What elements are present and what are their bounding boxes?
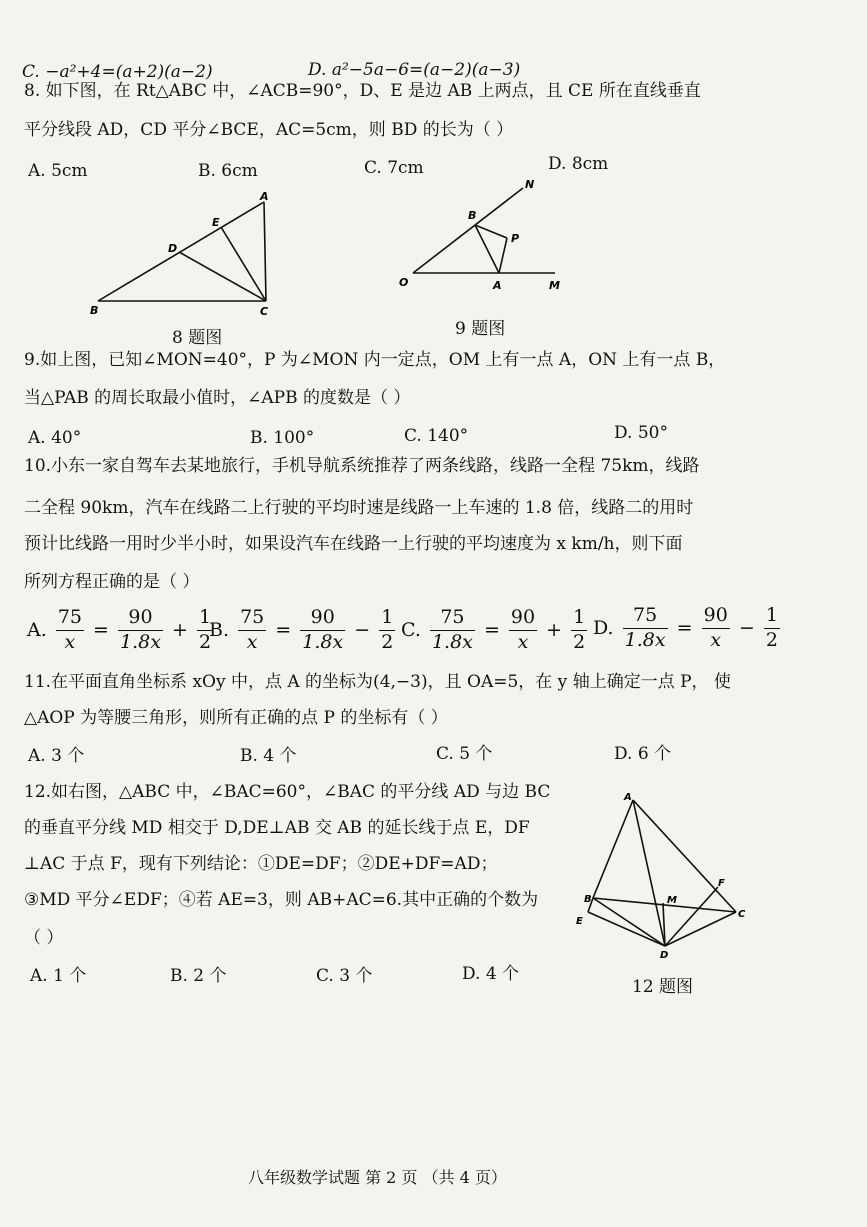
q11-option-d: D. 6 个 [614, 744, 672, 764]
q12-option-b: B. 2 个 [170, 966, 227, 986]
fig9-label-b: B [468, 209, 477, 222]
fig12-segment-ed [588, 912, 665, 946]
q11-option-c: C. 5 个 [436, 744, 493, 764]
fig8-label-b: B [90, 304, 99, 317]
q10-b-half-denominator: 2 [381, 630, 394, 653]
fig12-label-a: A [624, 792, 632, 803]
fig12-segment-ad [633, 800, 665, 946]
q10-c-left-numerator: 75 [430, 606, 475, 631]
fig12-segment-bc [593, 898, 736, 912]
figure-8 [88, 188, 288, 318]
q10-c-operator: + [546, 619, 563, 642]
q8-option-c: C. 7cm [364, 158, 424, 178]
fig9-ray-on [413, 188, 523, 273]
figure-8-caption: 8 题图 [172, 328, 223, 348]
figure-12-caption: 12 题图 [632, 977, 694, 997]
fig12-segment-ab [593, 800, 633, 898]
q10-d-equals: = [676, 617, 693, 640]
fig12-label-b: B [584, 894, 592, 905]
q8-option-b: B. 6cm [198, 161, 258, 181]
q10-stem-line1: 10.小东一家自驾车去某地旅行，手机导航系统推荐了两条线路，线路一全程 75km，线路 [24, 456, 700, 476]
fig9-label-p: P [511, 232, 520, 245]
q12-option-d: D. 4 个 [462, 964, 520, 984]
q9-option-b: B. 100° [250, 428, 315, 448]
q10-c-right-denominator: x [517, 630, 529, 653]
q12-stem-line2: 的垂直平分线 MD 相交于 D,DE⊥AB 交 AB 的延长线于点 E，DF [24, 818, 530, 838]
q10-c-right-numerator: 90 [509, 606, 537, 631]
q9-option-c: C. 140° [404, 426, 469, 446]
q10-b-operator: − [354, 619, 371, 642]
q10-d-half-denominator: 2 [765, 628, 778, 651]
q10-c-half-denominator: 2 [573, 630, 586, 653]
q11-stem-line1: 11.在平面直角坐标系 xOy 中，点 A 的坐标为(4,−3)，且 OA=5，在 y 轴上确定一点 P， 使 [24, 672, 731, 692]
q10-option-d [590, 604, 780, 653]
q10-b-half-numerator: 1 [379, 606, 395, 631]
fig12-label-d: D [660, 950, 669, 961]
q12-stem-line3: ⊥AC 于点 F，现有下列结论：①DE=DF；②DE+DF=AD； [24, 854, 498, 874]
q12-stem-line5: （ ） [24, 928, 64, 948]
q10-c-left-denominator: 1.8x [431, 630, 473, 653]
fig9-label-n: N [525, 178, 535, 191]
fig8-label-d: D [168, 242, 178, 255]
fig9-segment-pa [499, 238, 507, 273]
q10-stem-line4: 所列方程正确的是（ ） [24, 572, 200, 592]
figure-9 [395, 172, 575, 297]
q11-option-b: B. 4 个 [240, 746, 297, 766]
q10-option-a [24, 606, 213, 655]
q9-stem-line1: 9.如上图，已知∠MON=40°，P 为∠MON 内一定点，OM 上有一点 A，ON 上有一点 B， [24, 350, 726, 370]
q10-option-c [398, 606, 587, 655]
q8-option-a: A. 5cm [28, 161, 88, 181]
q8-option-d: D. 8cm [548, 154, 609, 174]
fig12-label-c: C [738, 909, 746, 920]
q12-option-a: A. 1 个 [30, 966, 87, 986]
q10-b-right-numerator: 90 [300, 606, 345, 631]
q9-stem-line2: 当△PAB 的周长取最小值时，∠APB 的度数是（ ） [24, 388, 411, 408]
q10-d-right-denominator: x [710, 628, 722, 651]
fig9-label-a: A [493, 279, 502, 292]
q10-d-half-numerator: 1 [764, 604, 780, 629]
q12-option-c: C. 3 个 [316, 966, 373, 986]
q11-option-a: A. 3 个 [28, 746, 85, 766]
q10-a-right-numerator: 90 [118, 606, 163, 631]
q9-option-d: D. 50° [614, 423, 668, 443]
q10-a-left-denominator: x [64, 630, 76, 653]
fig8-segment-ce [221, 227, 266, 301]
q10-b-equals: = [275, 619, 292, 642]
q10-d-left-denominator: 1.8x [624, 628, 666, 651]
q10-b-right-denominator: 1.8x [302, 630, 344, 653]
q12-stem-line1: 12.如右图，△ABC 中，∠BAC=60°，∠BAC 的平分线 AD 与边 BC [24, 782, 551, 802]
page-footer: 八年级数学试题 第 2 页 （共 4 页） [248, 1168, 507, 1187]
q10-option-c-label: C. [401, 619, 421, 642]
q10-b-left-denominator: x [246, 630, 258, 653]
q10-a-right-denominator: 1.8x [120, 630, 161, 653]
q8-stem-line1: 8. 如下图，在 Rt△ABC 中，∠ACB=90°，D、E 是边 AB 上两点，且 CE 所在直线垂直 [24, 81, 701, 101]
q10-d-operator: − [738, 617, 755, 640]
fig12-segment-ac [633, 800, 736, 912]
q10-c-equals: = [483, 619, 500, 642]
q11-stem-line2: △AOP 为等腰三角形，则所有正确的点 P 的坐标有（ ） [24, 708, 448, 728]
q10-a-equals: = [93, 619, 109, 642]
fig12-segment-bd [593, 898, 665, 946]
q10-a-left-numerator: 75 [56, 606, 84, 631]
q12-stem-line4: ③MD 平分∠EDF；④若 AE=3，则 AB+AC=6.其中正确的个数为 [24, 890, 539, 910]
q10-a-operator: + [172, 619, 188, 642]
fig8-label-e: E [212, 216, 220, 229]
q9-option-a: A. 40° [28, 428, 82, 448]
q10-option-a-label: A. [27, 619, 47, 642]
q10-a-half-denominator: 2 [198, 630, 212, 653]
fig9-label-o: O [399, 276, 409, 289]
figure-9-caption: 9 题图 [455, 319, 506, 339]
fig12-label-e: E [576, 916, 583, 927]
fig12-label-m: M [667, 895, 677, 906]
q10-a-half-numerator: 1 [197, 606, 213, 631]
figure-12 [568, 786, 758, 966]
q10-stem-line3: 预计比线路一用时少半小时，如果设汽车在线路一上行驶的平均速度为 x km/h，则下面 [24, 534, 683, 554]
q7-option-c: C. −a²+4=(a+2)(a−2) [22, 62, 213, 82]
fig8-label-c: C [260, 305, 269, 318]
q10-c-half-numerator: 1 [571, 606, 587, 631]
q10-d-right-numerator: 90 [702, 604, 730, 629]
q8-stem-line2: 平分线段 AD，CD 平分∠BCE，AC=5cm，则 BD 的长为（ ） [24, 120, 514, 140]
fig12-segment-dc [665, 912, 736, 946]
fig9-segment-ab [475, 225, 499, 273]
fig8-label-a: A [260, 190, 269, 203]
fig8-segment-cd [179, 252, 266, 301]
q10-option-b [206, 606, 395, 655]
q10-d-left-numerator: 75 [623, 604, 668, 629]
q7-option-d: D. a²−5a−6=(a−2)(a−3) [308, 60, 521, 80]
fig9-label-m: M [549, 279, 560, 292]
q10-stem-line2: 二全程 90km，汽车在线路二上行驶的平均时速是线路一上车速的 1.8 倍，线路二的用时 [24, 498, 694, 518]
fig12-label-f: F [718, 878, 725, 889]
q10-b-left-numerator: 75 [238, 606, 266, 631]
fig8-segment-ac [264, 202, 266, 301]
q10-option-b-label: B. [209, 619, 230, 642]
q10-option-d-label: D. [593, 617, 614, 640]
